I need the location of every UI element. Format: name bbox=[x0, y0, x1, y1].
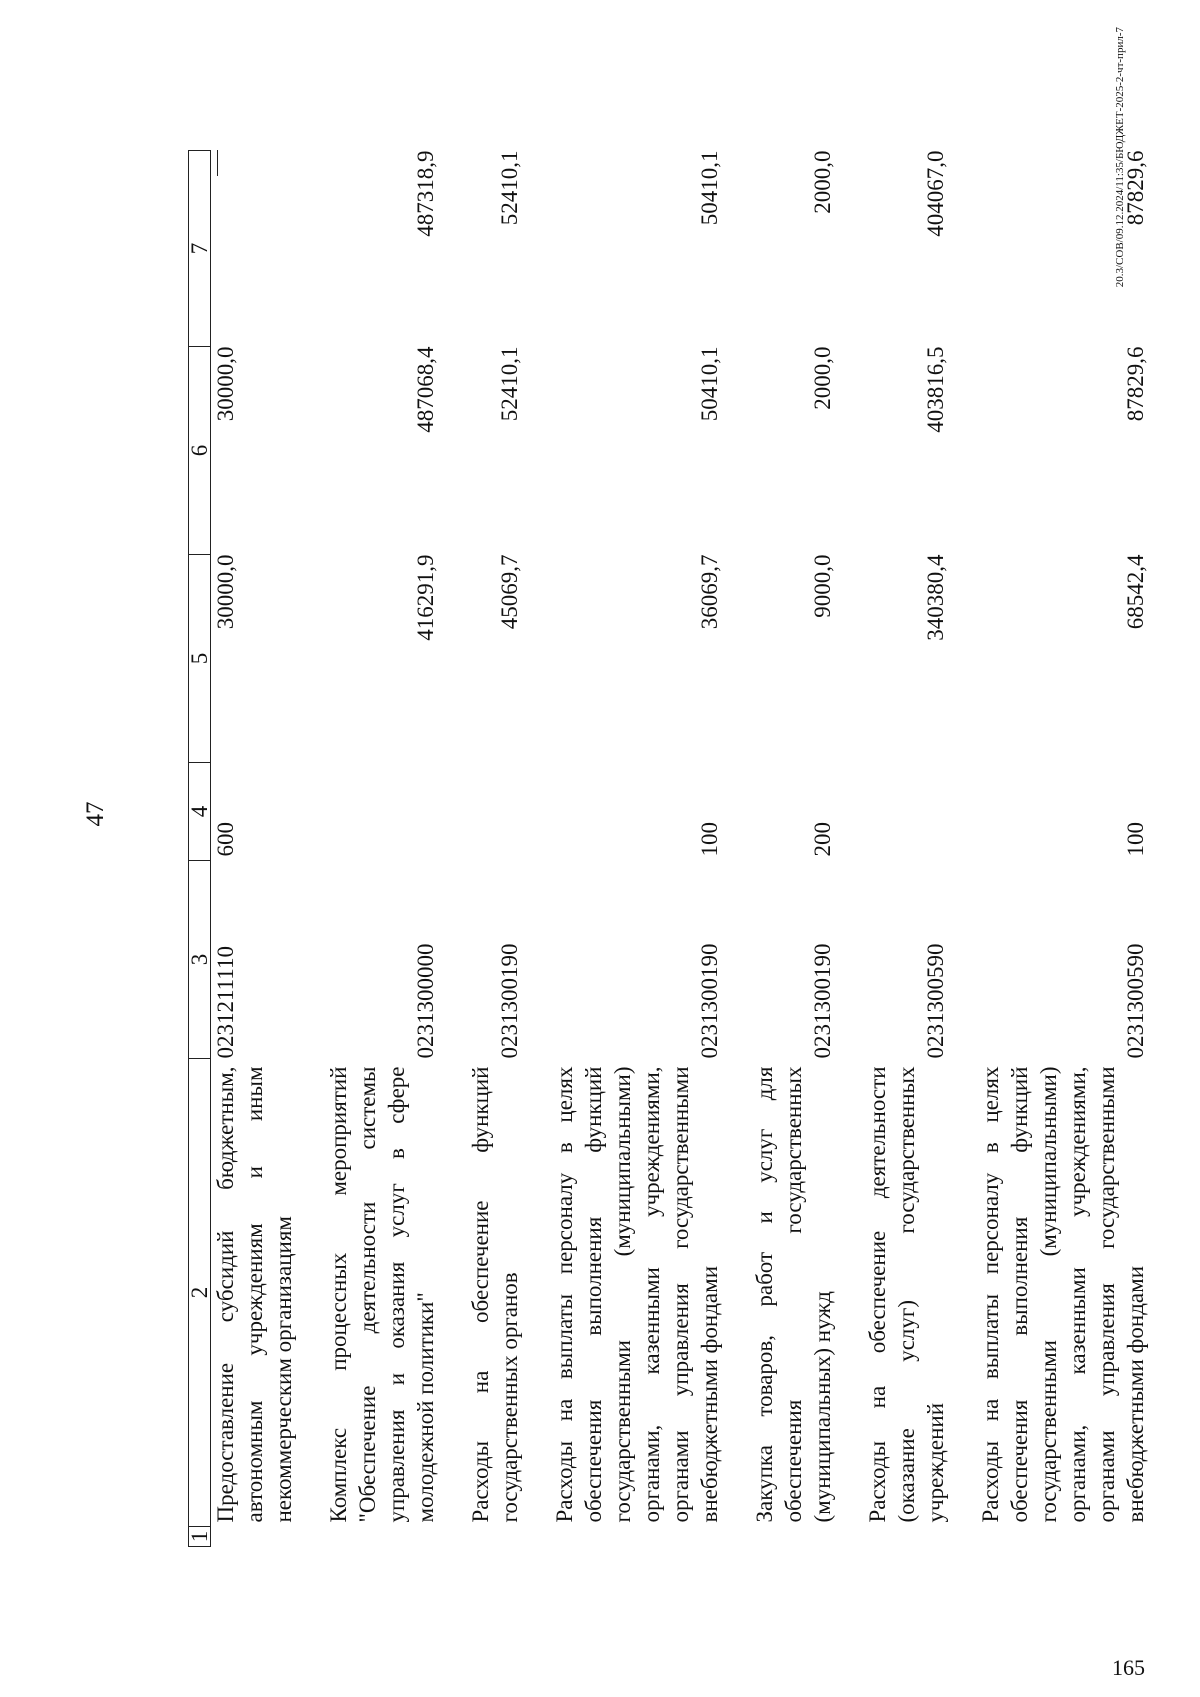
row-code: 0231300590 bbox=[923, 943, 948, 1059]
row-name: Предоставление субсидий бюджетным, автономным учреждениям и иным некоммерческим организациям bbox=[213, 1066, 296, 1523]
row-name: Расходы на обеспечение функций государственных органов bbox=[468, 1066, 522, 1523]
table-header-row bbox=[189, 151, 211, 1547]
row-name: Комплекс процессных мероприятий "Обеспечение деятельности системы управления и оказания услуг в сфере молодежной политики" bbox=[326, 1066, 438, 1523]
header-cell: 5 bbox=[189, 555, 211, 763]
row-type: 100 bbox=[697, 822, 722, 857]
row-value-6: 52410,1 bbox=[497, 346, 522, 422]
row-value-7: 52410,1 bbox=[497, 150, 522, 226]
header-cell: 3 bbox=[189, 861, 211, 1059]
table-row bbox=[211, 151, 299, 1547]
row-type bbox=[863, 763, 950, 861]
row-value-6: 487068,4 bbox=[413, 346, 438, 433]
header-cell: 1 bbox=[189, 1527, 211, 1547]
row-value-7 bbox=[211, 151, 299, 347]
row-code: 0231300190 bbox=[810, 943, 835, 1059]
row-type bbox=[324, 763, 440, 861]
sheet-number: 165 bbox=[1112, 1655, 1145, 1680]
row-code: 0231300190 bbox=[697, 943, 722, 1059]
row-code: 0231300590 bbox=[1123, 943, 1148, 1059]
row-type bbox=[466, 763, 524, 861]
row-value-6: 30000,0 bbox=[213, 346, 238, 422]
document-reference: 20.3/СОВ/09.12.2024/11:35/БЮДЖЕТ-2025-2-чт-прил-7 bbox=[1114, 27, 1126, 288]
row-code: 0231300190 bbox=[497, 943, 522, 1059]
row-type: 600 bbox=[213, 822, 238, 857]
page-number: 47 bbox=[82, 801, 109, 827]
row-value-7: 487318,9 bbox=[413, 150, 438, 237]
row-name: Расходы на выплаты персоналу в целях обеспечения выполнения функций государственными (муниципальными) органами, казенными учреждениями, органами управления государственными внебюджетными фондами bbox=[978, 1066, 1148, 1523]
budget-table bbox=[188, 150, 1150, 1547]
header-cell: 4 bbox=[189, 763, 211, 861]
row-value-5: 340380,4 bbox=[923, 554, 948, 641]
table-row bbox=[550, 151, 724, 1547]
table-row bbox=[750, 151, 837, 1547]
row-name: Расходы на обеспечение деятельности (оказание услуг) государственных учреждений bbox=[865, 1066, 948, 1523]
row-name: Расходы на выплаты персоналу в целях обеспечения выполнения функций государственными (муниципальными) органами, казенными учреждениями, органами управления государственными внебюджетными фондами bbox=[552, 1066, 722, 1523]
row-value-7: 2000,0 bbox=[810, 150, 835, 214]
row-name: Закупка товаров, работ и услуг для обеспечения государственных (муниципальных) нужд bbox=[752, 1066, 835, 1523]
row-value-6: 2000,0 bbox=[810, 346, 835, 410]
row-code: 0231300000 bbox=[413, 943, 438, 1059]
row-value-7: 404067,0 bbox=[923, 150, 948, 237]
row-value-5: 68542,4 bbox=[1123, 554, 1148, 630]
row-value-5: 45069,7 bbox=[497, 554, 522, 630]
row-type: 200 bbox=[810, 822, 835, 857]
row-value-6: 50410,1 bbox=[697, 346, 722, 422]
table-row bbox=[324, 151, 440, 1547]
row-value-5: 30000,0 bbox=[213, 554, 238, 630]
row-value-7: 87829,6 bbox=[1123, 150, 1148, 226]
table-row bbox=[466, 151, 524, 1547]
row-value-5: 9000,0 bbox=[810, 554, 835, 618]
row-value-6: 87829,6 bbox=[1123, 346, 1148, 422]
header-cell: 6 bbox=[189, 347, 211, 555]
row-value-7: 50410,1 bbox=[697, 150, 722, 226]
row-value-5: 36069,7 bbox=[697, 554, 722, 630]
dash-mark bbox=[217, 151, 247, 177]
row-code: 0231211110 bbox=[213, 946, 238, 1059]
header-cell: 2 bbox=[189, 1059, 211, 1527]
header-cell: 7 bbox=[189, 151, 211, 347]
table-row bbox=[863, 151, 950, 1547]
row-type: 100 bbox=[1123, 822, 1148, 857]
row-value-5: 416291,9 bbox=[413, 554, 438, 641]
row-value-6: 403816,5 bbox=[923, 346, 948, 433]
